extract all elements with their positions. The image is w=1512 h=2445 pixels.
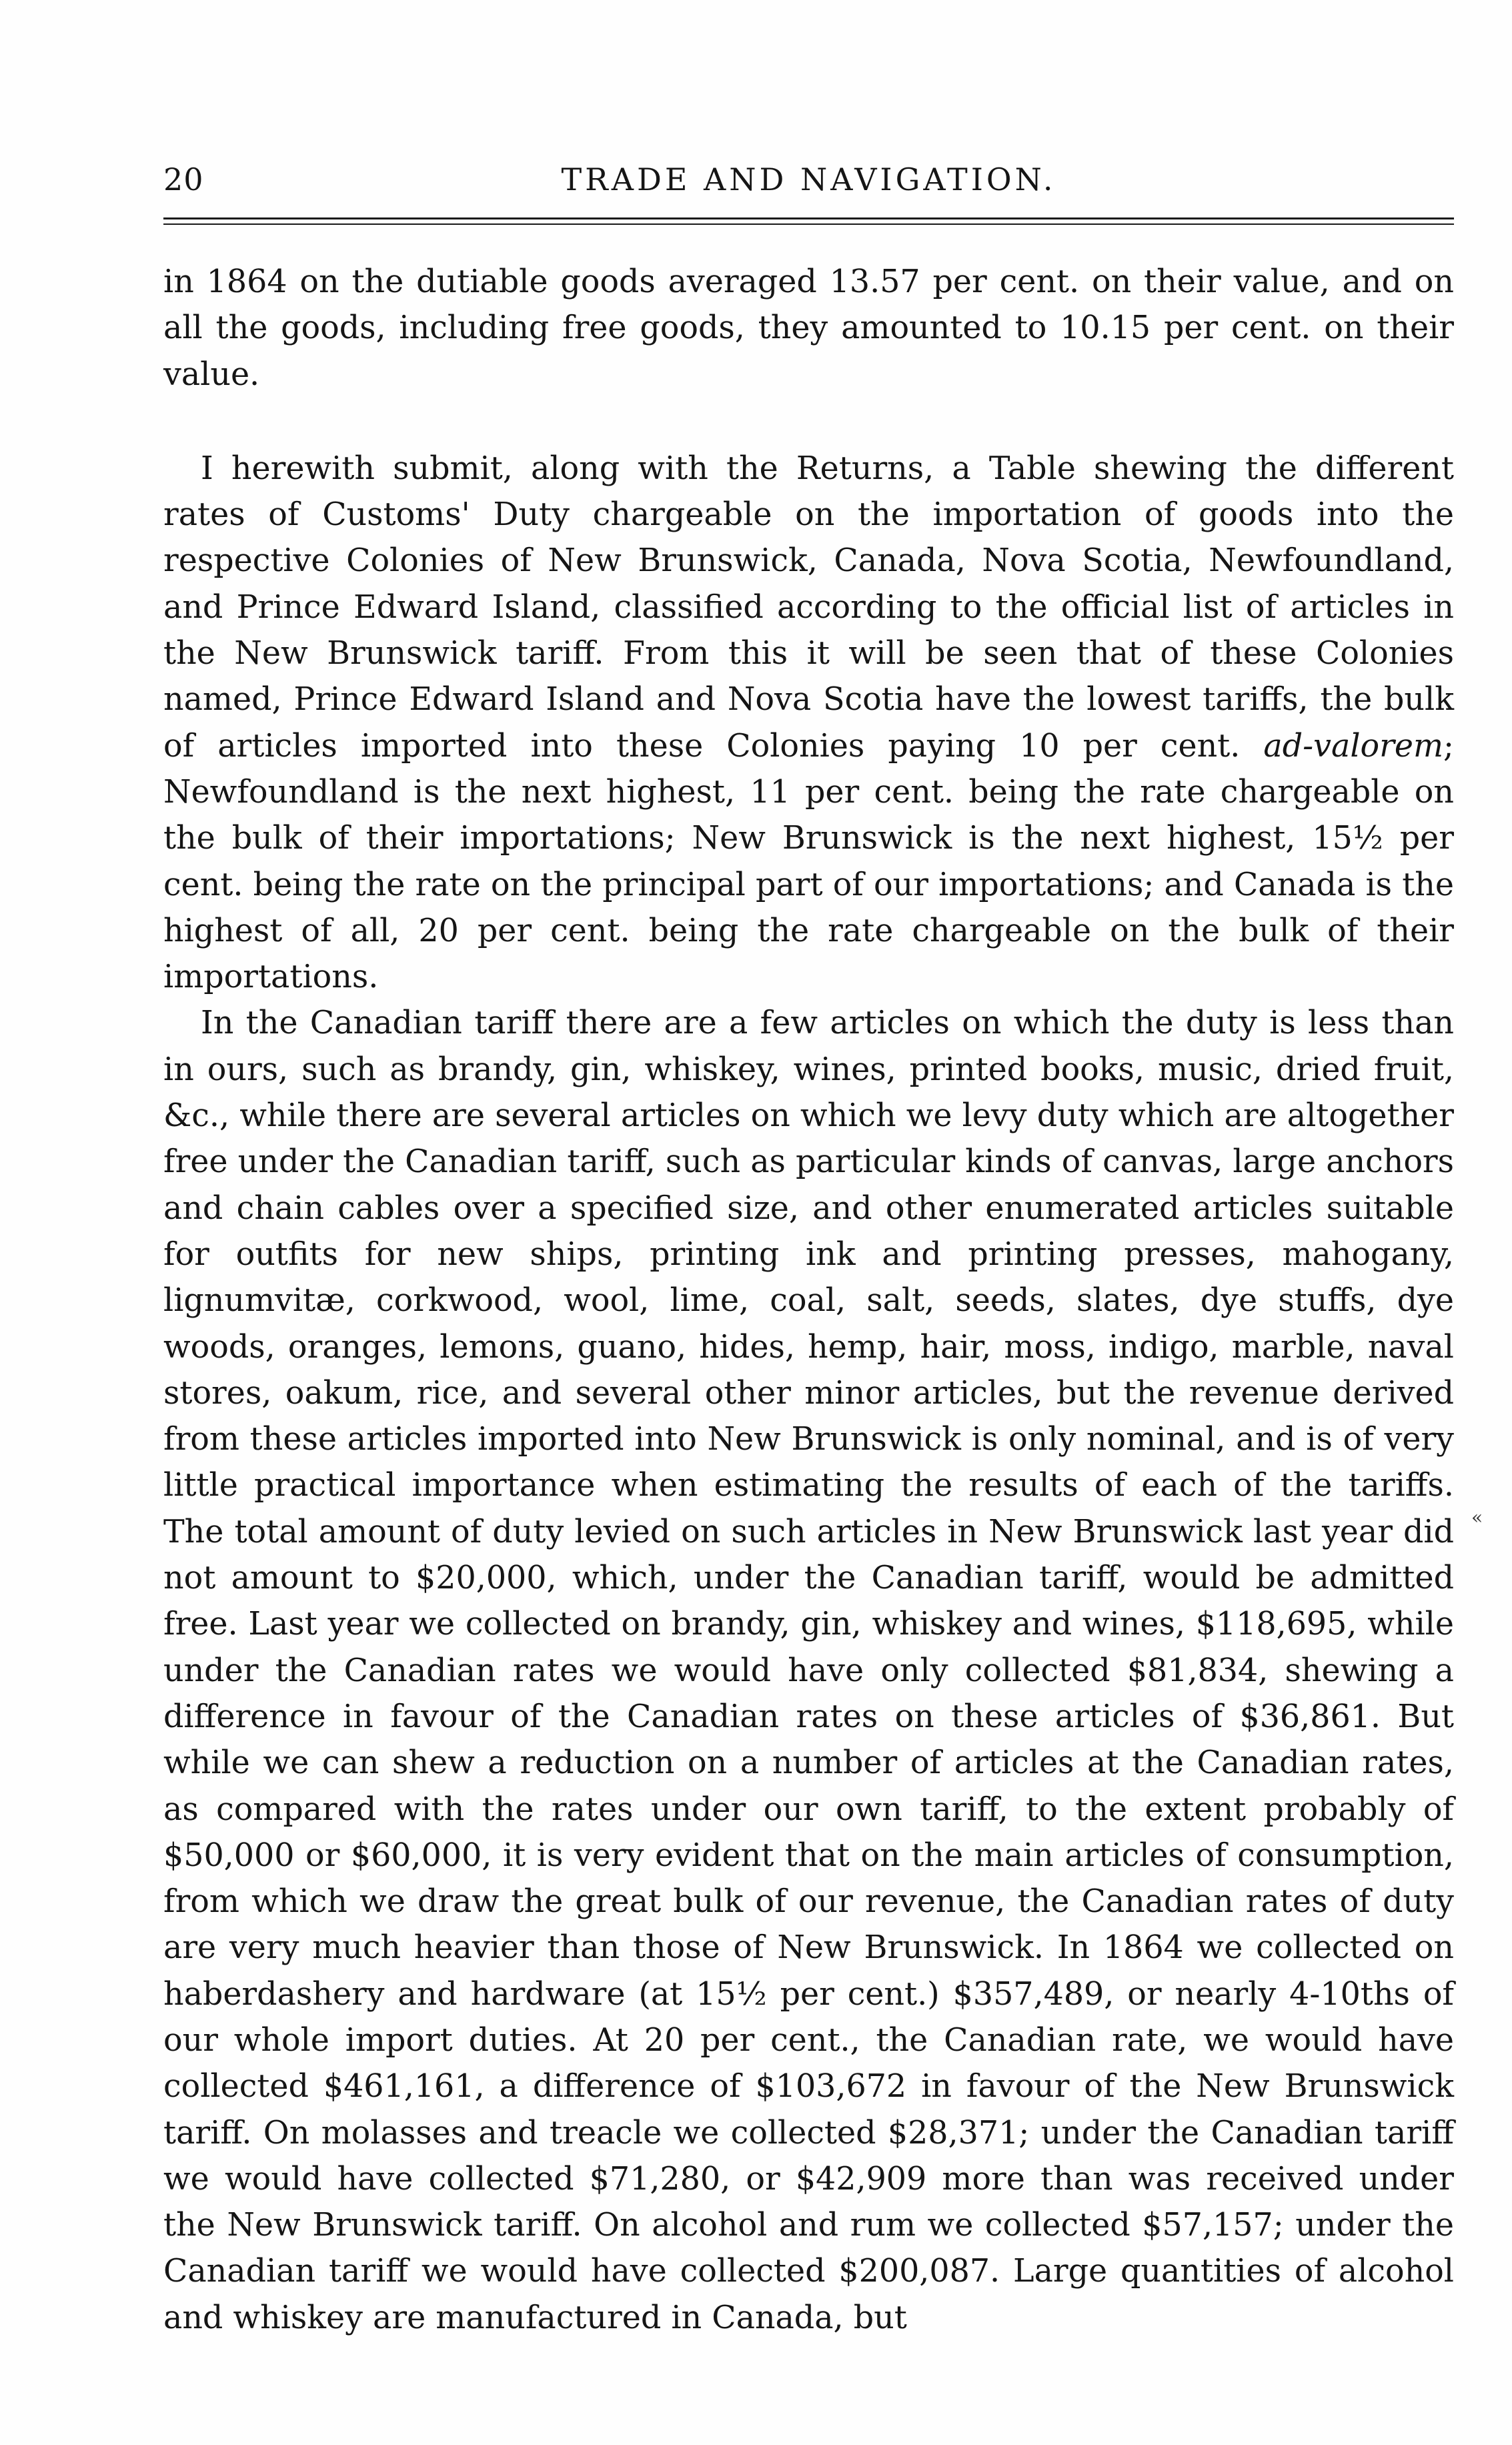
running-title: TRADE AND NAVIGATION.	[561, 161, 1056, 197]
paragraph-continued: in 1864 on the dutiable goods averaged 13.57 per cent. on their value, and on all the goods, including free goods, they amounted to 10.15 per cent. on their value.	[163, 264, 1454, 393]
italic-term: ad-valorem	[1263, 727, 1443, 765]
paragraph-canadian-tariff: In the Canadian tariff there are a few articles on which the duty is less than in ours, such as brandy, gin, whiskey, wines, printed books, music, dried fruit, &c., while there are several articles on which we levy duty which are altogether free under the Canadian tariff, such as particular kinds of canvas, large anchors and chain cables over a specified size, and other enumerated articles suitable for outfits for new ships, printing ink and printing presses, mahogany, lignumvitæ, corkwood, wool, lime, coal, salt, seeds, slates, dye stuffs, dye woods, oranges, lemons, guano, hides, hemp, hair, moss, indigo, marble, naval stores, oakum, rice, and several other minor articles, but the revenue derived from these articles imported into New Brunswick is only nominal, and is of very little practical importance when estimating the results of each of the tariffs. The total amount of duty levied on such articles in New Brunswick last year did not amount to $20,000, which, under the Canadian tariff, would be admitted free. Last year we collected on brandy, gin, whiskey and wines, $118,695, while under the Canadian rates we would have only collected $81,834, shewing a difference in favour of the Canadian rates on these articles of $36,861. But while we can shew a reduction on a number of articles at the Canadian rates, as compared with the rates under our own tariff, to the extent probably of $50,000 or $60,000, it is very evident that on the main articles of consumption, from which we draw the great bulk of our revenue, the Canadian rates of duty are very much heavier than those of New Brunswick. In 1864 we collected on haberdashery and hardware (at 15½ per cent.) $357,489, or nearly 4-10ths of our whole import duties. At 20 per cent., the Canadian rate, we would have collected $461,161, a difference of $103,672 in favour of the New Brunswick tariff. On molasses and treacle we collected $28,371; under the Canadian tariff we would have collected $71,280, or $42,909 more than was received under the New Brunswick tariff. On alcohol and rum we collected $57,157; under the Canadian tariff we would have collected $200,087. Large quantities of alcohol and whiskey are manufactured in Canada, but	[163, 1005, 1454, 2336]
paragraph-tariff-table	[163, 446, 1454, 1001]
body-text	[163, 259, 1454, 2341]
header-rule-top	[163, 217, 1454, 219]
margin-mark: «	[1471, 1506, 1483, 1528]
page-header	[163, 161, 1454, 208]
header-rule-bottom	[163, 223, 1454, 225]
page-number: 20	[163, 161, 204, 197]
paragraph-text-part: ; Newfoundland is the next highest, 11 per cent. being the rate chargeable on the bulk of their importations; New Brunswick is the next highest, 15½ per cent. being the rate on the principal part of our importations; and Canada is the highest of all, 20 per cent. being the rate chargeable on the bulk of their importations.	[163, 727, 1454, 996]
paragraph-text-part: I herewith submit, along with the Returns, a Table shewing the different rates of Customs' Duty chargeable on the importation of goods into the respective Colonies of New Brunswick, Canada, Nova Scotia, Newfoundland, and Prince Edward Island, classified according to the official list of articles in the New Brunswick tariff. From this it will be seen that of these Colonies named, Prince Edward Island and Nova Scotia have the lowest tariffs, the bulk of articles imported into these Colonies paying 10 per cent.	[163, 450, 1454, 765]
